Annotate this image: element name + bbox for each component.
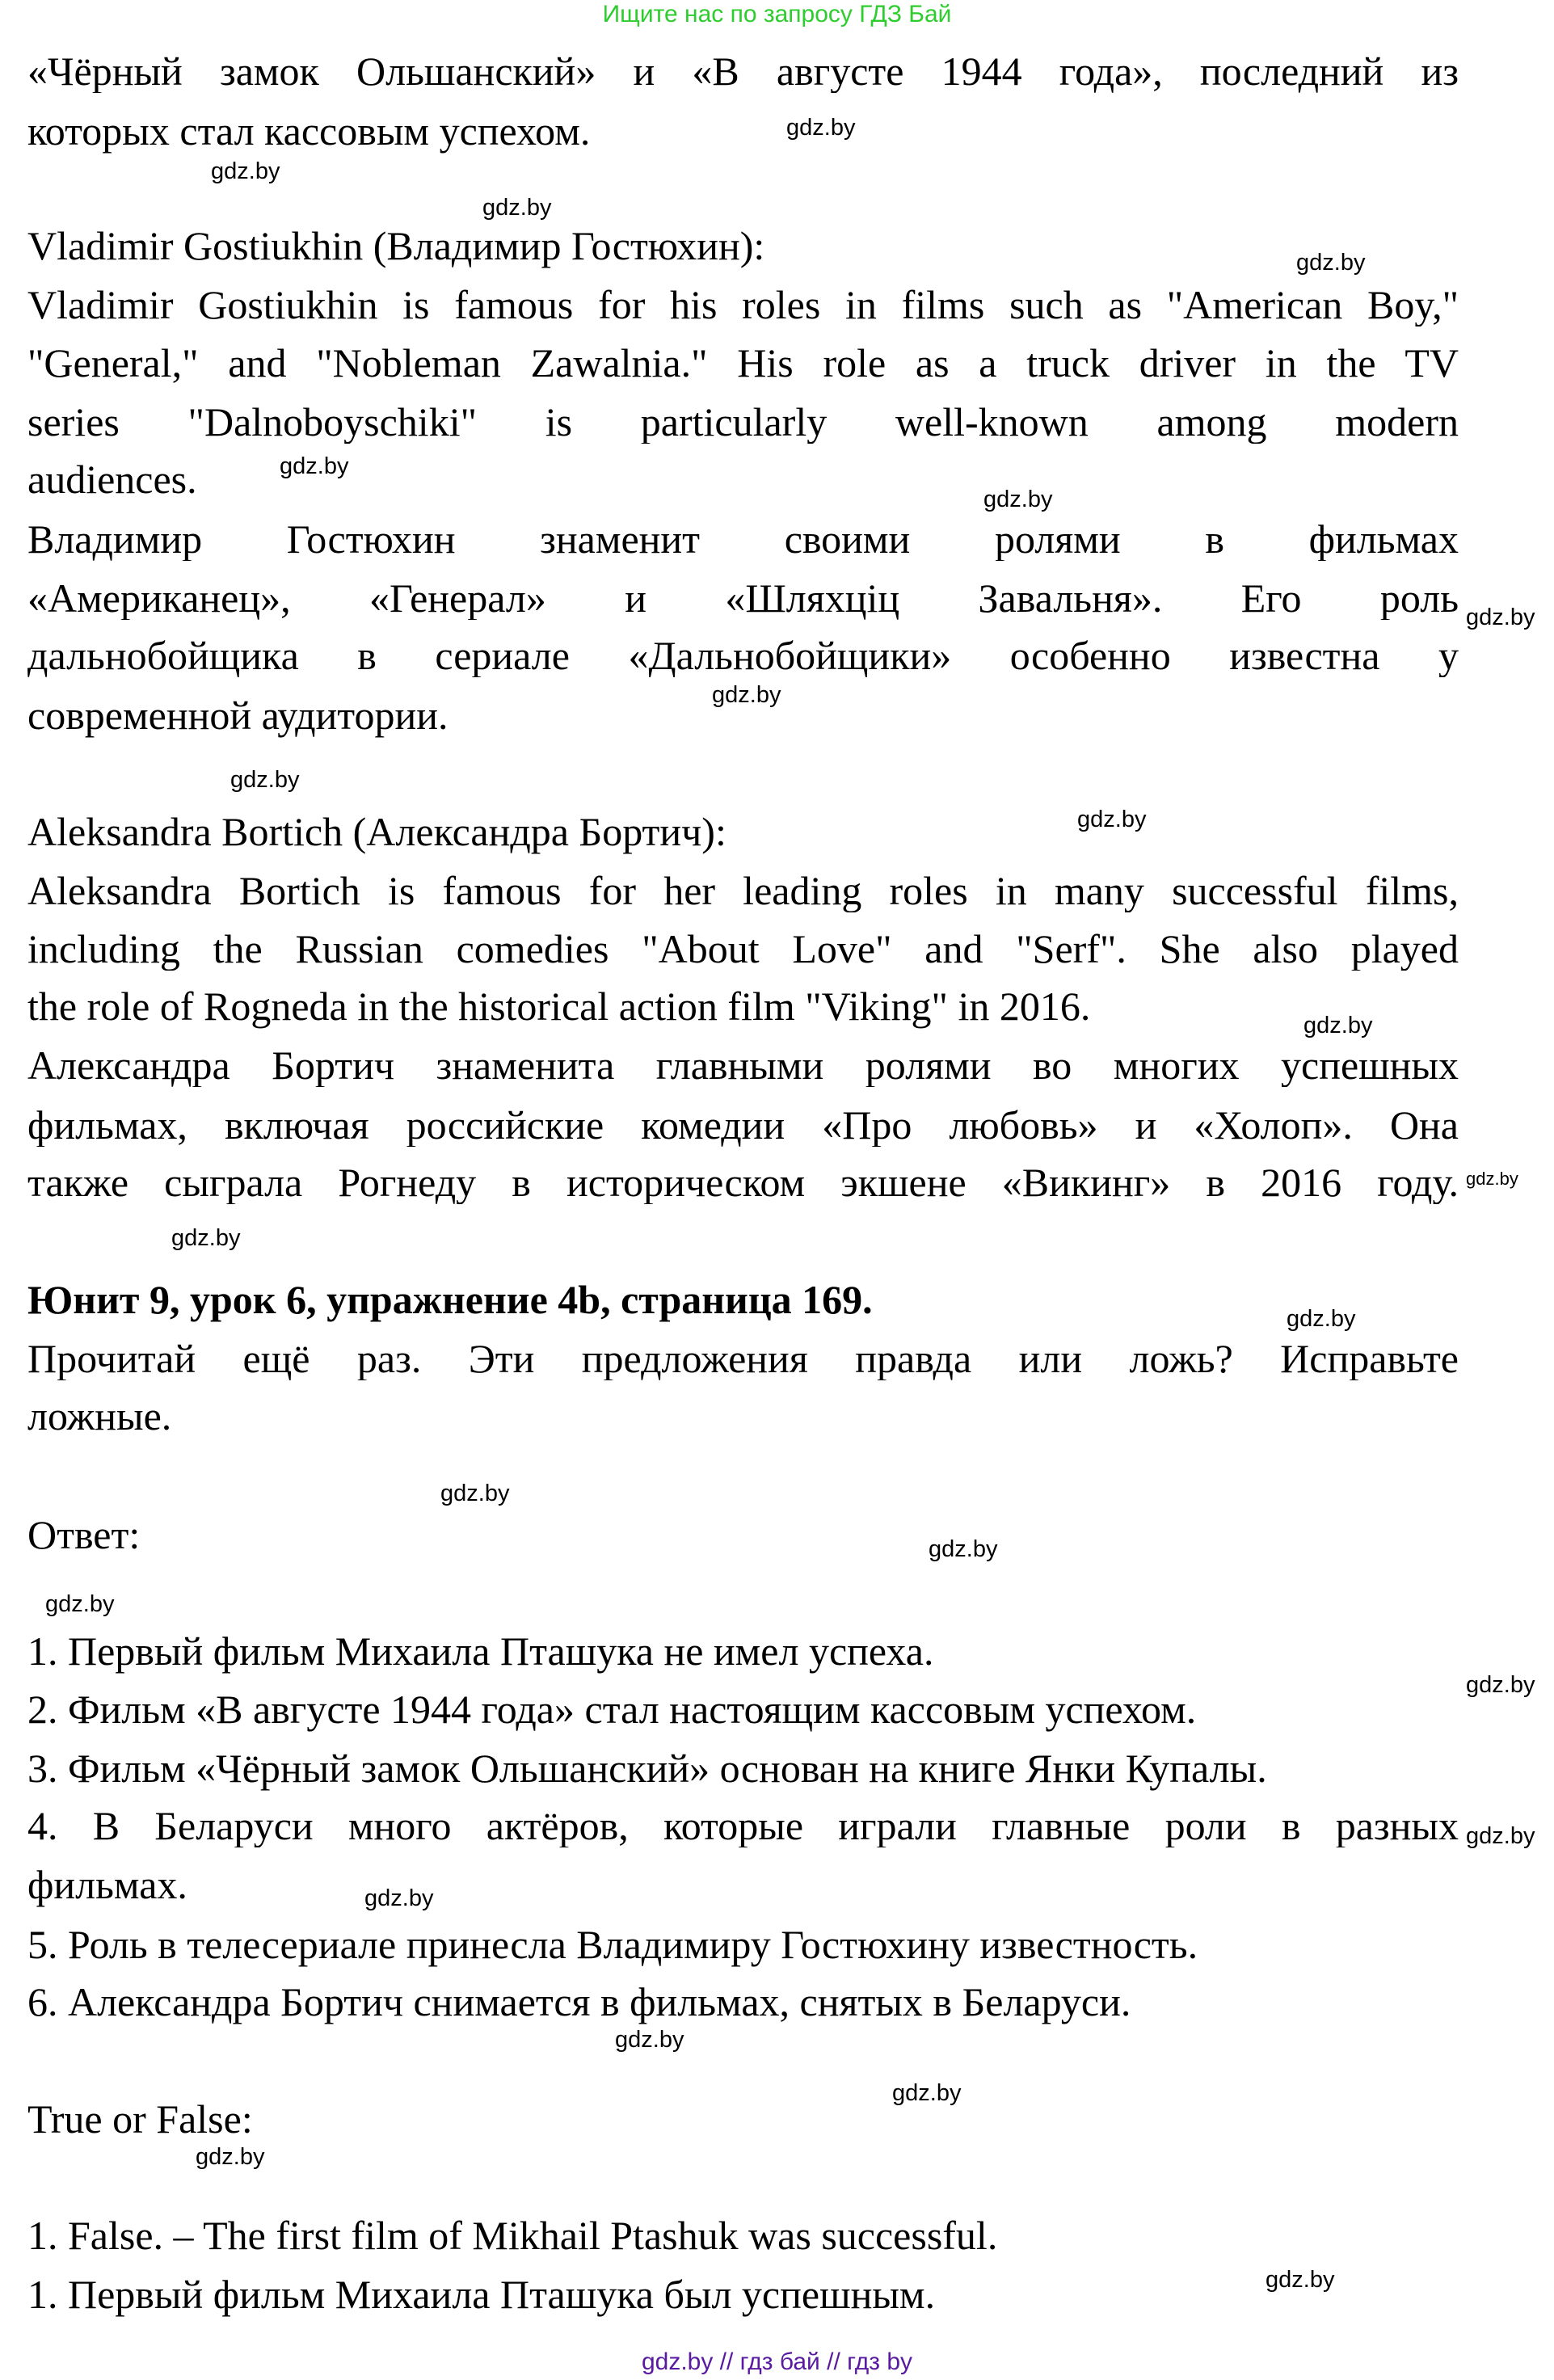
text-line: 1. Первый фильм Михаила Пташука был успешным. — [27, 2272, 936, 2317]
watermark-text: gdz.by — [983, 487, 1053, 512]
text-line: дальнобойщика в сериале «Дальнобойщики» особенно известна у — [27, 634, 1459, 677]
text-line: ложные. — [27, 1393, 172, 1439]
footer-links[interactable]: gdz.by // гдз бай // гдз by — [641, 2348, 913, 2375]
watermark-text: gdz.by — [786, 115, 856, 141]
watermark-text: gdz.by — [929, 1536, 998, 1562]
text-line: Прочитай ещё раз. Эти предложения правда или ложь? Исправьте — [27, 1337, 1459, 1380]
text-line: Aleksandra Bortich (Александра Бортич): — [27, 809, 726, 854]
text-line: Владимир Гостюхин знаменит своими ролями в фильмах — [27, 517, 1459, 561]
text-line: Aleksandra Bortich is famous for her leading roles in many successful films, — [27, 869, 1459, 912]
watermark-text: gdz.by — [364, 1885, 434, 1911]
text-line: «Чёрный замок Ольшанский» и «В августе 1944 года», последний из — [27, 49, 1459, 93]
text-line: 3. Фильм «Чёрный замок Ольшанский» основан на книге Янки Купалы. — [27, 1746, 1267, 1791]
watermark-text: gdz.by — [196, 2144, 265, 2170]
watermark-text: gdz.by — [1287, 1306, 1356, 1332]
text-line: audiences. — [27, 457, 197, 502]
text-line: фильмах, включая российские комедии «Про любовь» и «Холоп». Она — [27, 1103, 1459, 1147]
text-line: the role of Rogneda in the historical action film "Viking" in 2016. — [27, 984, 1091, 1029]
watermark-text: gdz.by — [230, 767, 300, 793]
text-line: 2. Фильм «В августе 1944 года» стал настоящим кассовым успехом. — [27, 1687, 1197, 1732]
text-line: including the Russian comedies "About Love" and "Serf". She also played — [27, 927, 1459, 971]
watermark-text: gdz.by — [1466, 1672, 1535, 1698]
watermark-text: gdz.by — [482, 195, 552, 221]
text-line: «Американец», «Генерал» и «Шляхціц Завальня». Его роль — [27, 576, 1459, 620]
text-line: 6. Александра Бортич снимается в фильмах, снятых в Беларуси. — [27, 1979, 1131, 2024]
watermark-text: gdz.by — [1466, 1169, 1518, 1189]
watermark-text: gdz.by — [171, 1225, 241, 1251]
watermark-text: gdz.by — [1296, 250, 1366, 276]
watermark-text: gdz.by — [615, 2027, 684, 2053]
text-line: 1. False. – The first film of Mikhail Ptashuk was successful. — [27, 2213, 998, 2258]
text-line: которых стал кассовым успехом. — [27, 108, 591, 154]
text-line: Vladimir Gostiukhin is famous for his roles in films such as "American Boy," — [27, 283, 1459, 326]
text-line: современной аудитории. — [27, 693, 449, 738]
text-line: Ответ: — [27, 1512, 141, 1557]
text-line: 5. Роль в телесериале принесла Владимиру Гостюхину известность. — [27, 1922, 1198, 1967]
watermark-text: gdz.by — [1266, 2267, 1335, 2293]
search-banner[interactable]: Ищите нас по запросу ГДЗ Бай — [602, 1, 952, 27]
text-line: фильмах. — [27, 1862, 187, 1907]
text-line: series "Dalnoboyschiki" is particularly well-known among modern — [27, 400, 1459, 444]
watermark-text: gdz.by — [45, 1591, 115, 1617]
watermark-text: gdz.by — [280, 453, 349, 479]
text-line: также сыграла Рогнеду в историческом экшене «Викинг» в 2016 году. — [27, 1161, 1459, 1204]
watermark-text: gdz.by — [1303, 1013, 1373, 1038]
watermark-text: gdz.by — [211, 158, 280, 184]
text-line: True or False: — [27, 2096, 253, 2142]
watermark-text: gdz.by — [1077, 807, 1147, 832]
text-line: 4. В Беларуси много актёров, которые играли главные роли в разных — [27, 1804, 1459, 1847]
watermark-text: gdz.by — [712, 682, 781, 708]
watermark-text: gdz.by — [440, 1481, 510, 1506]
watermark-text: gdz.by — [892, 2080, 962, 2106]
watermark-text: gdz.by — [1466, 604, 1535, 630]
text-line: Александра Бортич знаменита главными ролями во многих успешных — [27, 1043, 1459, 1087]
watermark-text: gdz.by — [1466, 1823, 1535, 1849]
exercise-heading: Юнит 9, урок 6, упражнение 4b, страница 169. — [27, 1277, 873, 1322]
text-line: Vladimir Gostiukhin (Владимир Гостюхин): — [27, 223, 765, 268]
text-line: 1. Первый фильм Михаила Пташука не имел успеха. — [27, 1628, 934, 1674]
text-line: "General," and "Nobleman Zawalnia." His role as a truck driver in the TV — [27, 341, 1459, 385]
